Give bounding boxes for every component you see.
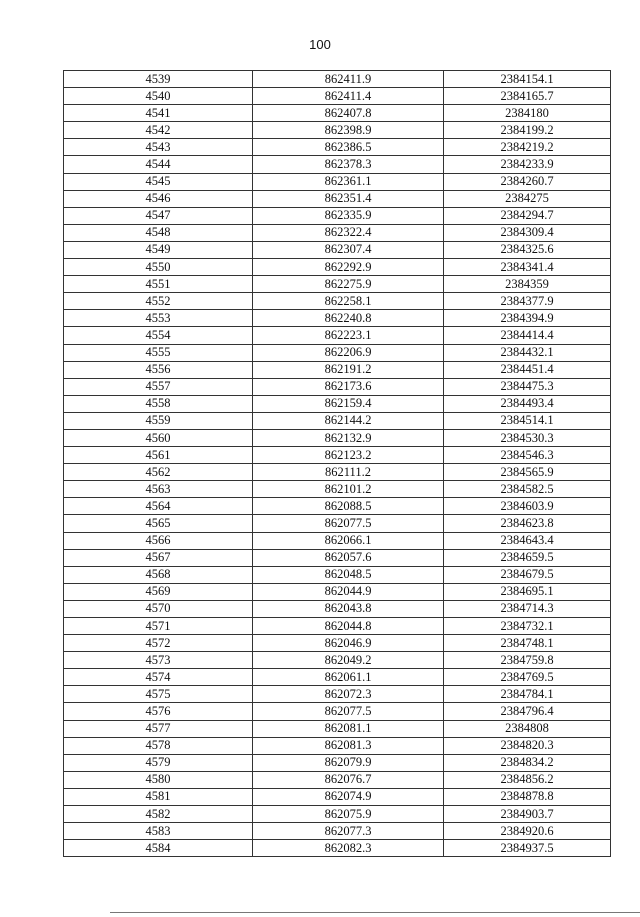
table-row <box>64 703 611 720</box>
table-row <box>64 618 611 635</box>
page-number: 100 <box>309 37 331 52</box>
y-coordinate-cell: 2384546.3 <box>444 447 611 464</box>
x-coordinate-cell: 862173.6 <box>253 378 444 395</box>
point-number-cell: 4569 <box>64 583 253 600</box>
y-coordinate-cell: 2384165.7 <box>444 88 611 105</box>
table-row <box>64 481 611 498</box>
x-coordinate-cell: 862076.7 <box>253 771 444 788</box>
y-coordinate-cell: 2384530.3 <box>444 429 611 446</box>
x-coordinate-cell: 862407.8 <box>253 105 444 122</box>
y-coordinate-cell: 2384834.2 <box>444 754 611 771</box>
table-row <box>64 652 611 669</box>
table-row <box>64 464 611 481</box>
x-coordinate-cell: 862074.9 <box>253 788 444 805</box>
x-coordinate-cell: 862378.3 <box>253 156 444 173</box>
point-number-cell: 4570 <box>64 600 253 617</box>
y-coordinate-cell: 2384748.1 <box>444 635 611 652</box>
point-number-cell: 4565 <box>64 515 253 532</box>
y-coordinate-cell: 2384451.4 <box>444 361 611 378</box>
x-coordinate-cell: 862275.9 <box>253 276 444 293</box>
table-row <box>64 498 611 515</box>
y-coordinate-cell: 2384820.3 <box>444 737 611 754</box>
y-coordinate-cell: 2384659.5 <box>444 549 611 566</box>
point-number-cell: 4576 <box>64 703 253 720</box>
point-number-cell: 4547 <box>64 207 253 224</box>
table-row <box>64 566 611 583</box>
point-number-cell: 4546 <box>64 190 253 207</box>
x-coordinate-cell: 862057.6 <box>253 549 444 566</box>
table-row <box>64 71 611 88</box>
x-coordinate-cell: 862049.2 <box>253 652 444 669</box>
point-number-cell: 4579 <box>64 754 253 771</box>
y-coordinate-cell: 2384732.1 <box>444 618 611 635</box>
table-row <box>64 737 611 754</box>
y-coordinate-cell: 2384514.1 <box>444 412 611 429</box>
y-coordinate-cell: 2384475.3 <box>444 378 611 395</box>
y-coordinate-cell: 2384219.2 <box>444 139 611 156</box>
table-row <box>64 720 611 737</box>
y-coordinate-cell: 2384377.9 <box>444 293 611 310</box>
point-number-cell: 4572 <box>64 635 253 652</box>
table-row <box>64 344 611 361</box>
point-number-cell: 4574 <box>64 669 253 686</box>
page-bottom-line <box>110 912 640 913</box>
point-number-cell: 4562 <box>64 464 253 481</box>
y-coordinate-cell: 2384784.1 <box>444 686 611 703</box>
point-number-cell: 4555 <box>64 344 253 361</box>
table-row <box>64 241 611 258</box>
y-coordinate-cell: 2384695.1 <box>444 583 611 600</box>
table-row <box>64 754 611 771</box>
point-number-cell: 4550 <box>64 259 253 276</box>
y-coordinate-cell: 2384856.2 <box>444 771 611 788</box>
y-coordinate-cell: 2384432.1 <box>444 344 611 361</box>
point-number-cell: 4567 <box>64 549 253 566</box>
x-coordinate-cell: 862411.4 <box>253 88 444 105</box>
x-coordinate-cell: 862072.3 <box>253 686 444 703</box>
point-number-cell: 4553 <box>64 310 253 327</box>
x-coordinate-cell: 862082.3 <box>253 840 444 857</box>
x-coordinate-cell: 862077.5 <box>253 515 444 532</box>
x-coordinate-cell: 862111.2 <box>253 464 444 481</box>
point-number-cell: 4571 <box>64 618 253 635</box>
point-number-cell: 4564 <box>64 498 253 515</box>
point-number-cell: 4559 <box>64 412 253 429</box>
x-coordinate-cell: 862292.9 <box>253 259 444 276</box>
table-row <box>64 600 611 617</box>
x-coordinate-cell: 862079.9 <box>253 754 444 771</box>
y-coordinate-cell: 2384623.8 <box>444 515 611 532</box>
x-coordinate-cell: 862240.8 <box>253 310 444 327</box>
x-coordinate-cell: 862046.9 <box>253 635 444 652</box>
table-row <box>64 788 611 805</box>
point-number-cell: 4560 <box>64 429 253 446</box>
y-coordinate-cell: 2384180 <box>444 105 611 122</box>
table-row <box>64 190 611 207</box>
table-row <box>64 259 611 276</box>
point-number-cell: 4542 <box>64 122 253 139</box>
y-coordinate-cell: 2384493.4 <box>444 395 611 412</box>
table-row <box>64 429 611 446</box>
table-row <box>64 412 611 429</box>
table-row <box>64 156 611 173</box>
x-coordinate-cell: 862077.5 <box>253 703 444 720</box>
table-row <box>64 840 611 857</box>
point-number-cell: 4561 <box>64 447 253 464</box>
table-row <box>64 207 611 224</box>
x-coordinate-cell: 862398.9 <box>253 122 444 139</box>
table-row <box>64 293 611 310</box>
x-coordinate-cell: 862351.4 <box>253 190 444 207</box>
y-coordinate-cell: 2384325.6 <box>444 241 611 258</box>
x-coordinate-cell: 862258.1 <box>253 293 444 310</box>
point-number-cell: 4577 <box>64 720 253 737</box>
y-coordinate-cell: 2384565.9 <box>444 464 611 481</box>
table-row <box>64 583 611 600</box>
table-row <box>64 823 611 840</box>
table-row <box>64 276 611 293</box>
point-number-cell: 4540 <box>64 88 253 105</box>
y-coordinate-cell: 2384769.5 <box>444 669 611 686</box>
x-coordinate-cell: 862191.2 <box>253 361 444 378</box>
x-coordinate-cell: 862223.1 <box>253 327 444 344</box>
table-row <box>64 310 611 327</box>
point-number-cell: 4575 <box>64 686 253 703</box>
point-number-cell: 4549 <box>64 241 253 258</box>
table-row <box>64 88 611 105</box>
table-row <box>64 806 611 823</box>
point-number-cell: 4563 <box>64 481 253 498</box>
point-number-cell: 4580 <box>64 771 253 788</box>
x-coordinate-cell: 862066.1 <box>253 532 444 549</box>
y-coordinate-cell: 2384714.3 <box>444 600 611 617</box>
y-coordinate-cell: 2384294.7 <box>444 207 611 224</box>
point-number-cell: 4573 <box>64 652 253 669</box>
table-row <box>64 549 611 566</box>
y-coordinate-cell: 2384414.4 <box>444 327 611 344</box>
table-row <box>64 139 611 156</box>
x-coordinate-cell: 862043.8 <box>253 600 444 617</box>
table-row <box>64 173 611 190</box>
point-number-cell: 4556 <box>64 361 253 378</box>
table-row <box>64 635 611 652</box>
y-coordinate-cell: 2384394.9 <box>444 310 611 327</box>
y-coordinate-cell: 2384341.4 <box>444 259 611 276</box>
x-coordinate-cell: 862088.5 <box>253 498 444 515</box>
y-coordinate-cell: 2384878.8 <box>444 788 611 805</box>
y-coordinate-cell: 2384937.5 <box>444 840 611 857</box>
x-coordinate-cell: 862048.5 <box>253 566 444 583</box>
y-coordinate-cell: 2384796.4 <box>444 703 611 720</box>
x-coordinate-cell: 862081.1 <box>253 720 444 737</box>
table-row <box>64 532 611 549</box>
y-coordinate-cell: 2384260.7 <box>444 173 611 190</box>
point-number-cell: 4578 <box>64 737 253 754</box>
coordinates-table-body <box>64 71 611 857</box>
x-coordinate-cell: 862335.9 <box>253 207 444 224</box>
point-number-cell: 4539 <box>64 71 253 88</box>
x-coordinate-cell: 862322.4 <box>253 224 444 241</box>
point-number-cell: 4543 <box>64 139 253 156</box>
x-coordinate-cell: 862159.4 <box>253 395 444 412</box>
x-coordinate-cell: 862307.4 <box>253 241 444 258</box>
x-coordinate-cell: 862206.9 <box>253 344 444 361</box>
y-coordinate-cell: 2384582.5 <box>444 481 611 498</box>
table-row <box>64 447 611 464</box>
y-coordinate-cell: 2384154.1 <box>444 71 611 88</box>
y-coordinate-cell: 2384275 <box>444 190 611 207</box>
table-row <box>64 122 611 139</box>
table-row <box>64 378 611 395</box>
y-coordinate-cell: 2384603.9 <box>444 498 611 515</box>
point-number-cell: 4582 <box>64 806 253 823</box>
x-coordinate-cell: 862061.1 <box>253 669 444 686</box>
point-number-cell: 4558 <box>64 395 253 412</box>
x-coordinate-cell: 862411.9 <box>253 71 444 88</box>
point-number-cell: 4584 <box>64 840 253 857</box>
y-coordinate-cell: 2384808 <box>444 720 611 737</box>
table-row <box>64 105 611 122</box>
coordinates-table <box>63 70 611 857</box>
point-number-cell: 4583 <box>64 823 253 840</box>
y-coordinate-cell: 2384643.4 <box>444 532 611 549</box>
y-coordinate-cell: 2384233.9 <box>444 156 611 173</box>
point-number-cell: 4554 <box>64 327 253 344</box>
point-number-cell: 4557 <box>64 378 253 395</box>
x-coordinate-cell: 862123.2 <box>253 447 444 464</box>
point-number-cell: 4551 <box>64 276 253 293</box>
table-row <box>64 224 611 241</box>
y-coordinate-cell: 2384903.7 <box>444 806 611 823</box>
y-coordinate-cell: 2384920.6 <box>444 823 611 840</box>
table-row <box>64 515 611 532</box>
y-coordinate-cell: 2384199.2 <box>444 122 611 139</box>
table-row <box>64 686 611 703</box>
y-coordinate-cell: 2384309.4 <box>444 224 611 241</box>
point-number-cell: 4548 <box>64 224 253 241</box>
point-number-cell: 4552 <box>64 293 253 310</box>
x-coordinate-cell: 862044.9 <box>253 583 444 600</box>
point-number-cell: 4544 <box>64 156 253 173</box>
y-coordinate-cell: 2384759.8 <box>444 652 611 669</box>
x-coordinate-cell: 862077.3 <box>253 823 444 840</box>
table-row <box>64 771 611 788</box>
table-row <box>64 327 611 344</box>
x-coordinate-cell: 862101.2 <box>253 481 444 498</box>
point-number-cell: 4568 <box>64 566 253 583</box>
point-number-cell: 4581 <box>64 788 253 805</box>
table-row <box>64 361 611 378</box>
x-coordinate-cell: 862361.1 <box>253 173 444 190</box>
x-coordinate-cell: 862144.2 <box>253 412 444 429</box>
table-row <box>64 395 611 412</box>
x-coordinate-cell: 862386.5 <box>253 139 444 156</box>
y-coordinate-cell: 2384679.5 <box>444 566 611 583</box>
table-row <box>64 669 611 686</box>
y-coordinate-cell: 2384359 <box>444 276 611 293</box>
point-number-cell: 4566 <box>64 532 253 549</box>
x-coordinate-cell: 862075.9 <box>253 806 444 823</box>
x-coordinate-cell: 862081.3 <box>253 737 444 754</box>
point-number-cell: 4545 <box>64 173 253 190</box>
point-number-cell: 4541 <box>64 105 253 122</box>
x-coordinate-cell: 862044.8 <box>253 618 444 635</box>
x-coordinate-cell: 862132.9 <box>253 429 444 446</box>
